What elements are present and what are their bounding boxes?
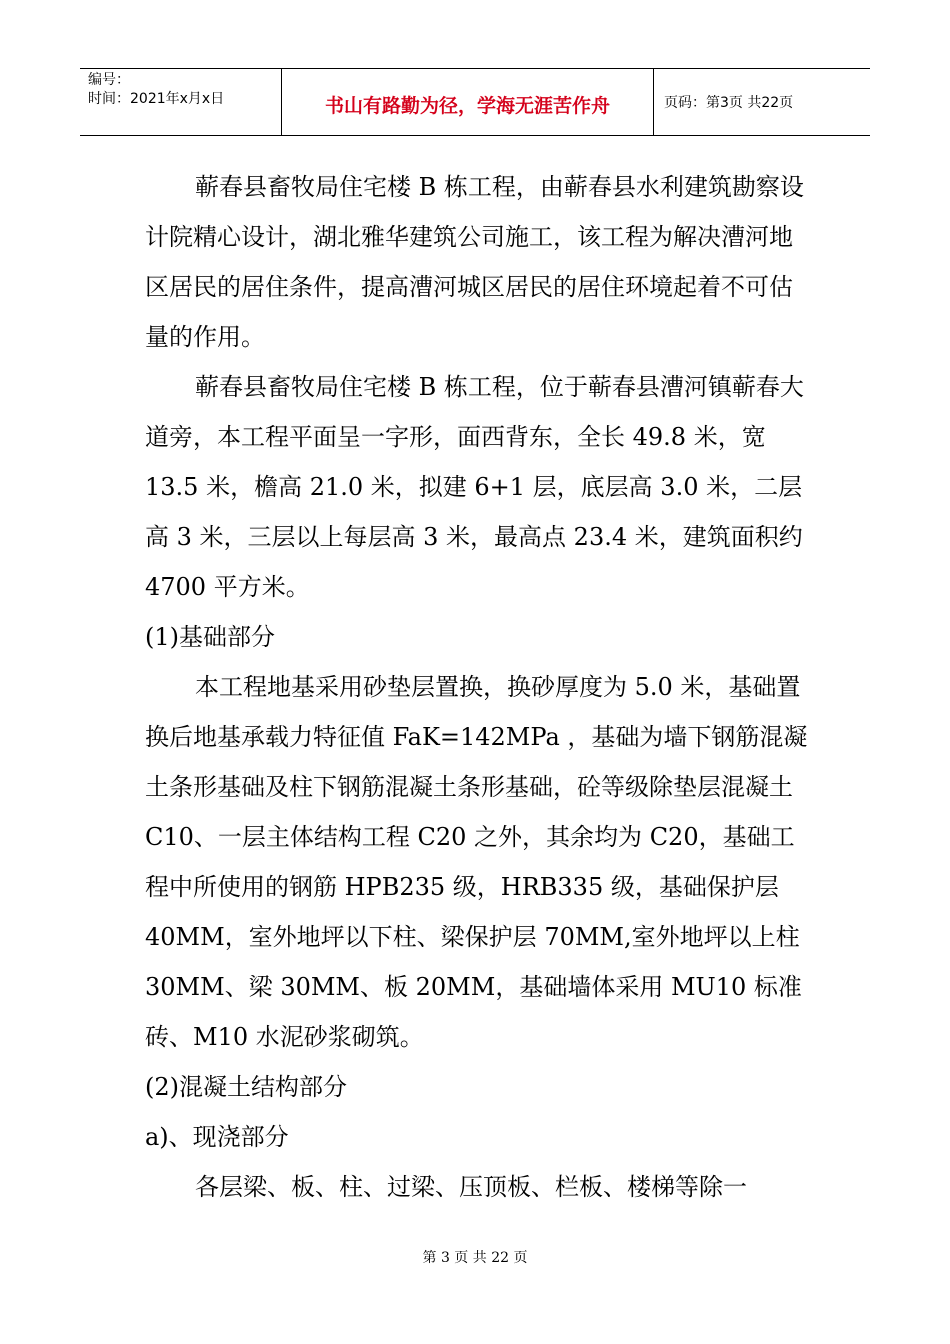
page-footer: 第 3 页 共 22 页 xyxy=(422,1250,528,1266)
header-meta-cell xyxy=(80,69,282,135)
header-motto: 书山有路勤为径，学海无涯苦作舟 xyxy=(282,69,654,135)
page-header xyxy=(80,68,870,136)
document-body xyxy=(145,162,815,1212)
subsection-heading-cast: a)、现浇部分 xyxy=(145,1123,289,1151)
section-heading-foundation: (1)基础部分 xyxy=(145,623,275,651)
time-label: 时间：2021年x月x日 xyxy=(88,91,225,107)
number-label: 编号： xyxy=(88,72,130,88)
paragraph-location: 蕲春县畜牧局住宅楼 B 栋工程，位于蕲春县漕河镇蕲春大道旁，本工程平面呈一字形，面西背东，全长 49.8 米，宽 13.5 米，檐高 21.0 米，拟建 6+1 层，底层高 3.0 米，二层高 3 米，三层以上每层高 3 米，最高点 23.4 米，建筑面积约 4700 平方米。 xyxy=(145,373,804,601)
section-heading-concrete: (2)混凝土结构部分 xyxy=(145,1073,347,1101)
paragraph-cast: 各层梁、板、柱、过梁、压顶板、栏板、楼梯等除一 xyxy=(195,1173,747,1201)
header-page-info: 页码：第3页 共22页 xyxy=(664,95,794,111)
paragraph-intro: 蕲春县畜牧局住宅楼 B 栋工程，由蕲春县水利建筑勘察设计院精心设计，湖北雅华建筑公司施工，该工程为解决漕河地区居民的居住条件，提高漕河城区居民的居住环境起着不可估量的作用。 xyxy=(145,173,804,351)
paragraph-foundation: 本工程地基采用砂垫层置换，换砂厚度为 5.0 米，基础置换后地基承载力特征值 FaK=142MPa ，基础为墙下钢筋混凝土条形基础及柱下钢筋混凝土条形基础，砼等级除垫层混凝土 C10、一层主体结构工程 C20 之外，其余均为 C20，基础工程中所使用的钢筋 HPB235 级，HRB335 级，基础保护层 40MM，室外地坪以下柱、梁保护层 70MM,室外地坪以上柱 30MM、梁 30MM、板 20MM，基础墙体采用 MU10 标准砖、M10 水泥砂浆砌筑。 xyxy=(145,673,808,1051)
